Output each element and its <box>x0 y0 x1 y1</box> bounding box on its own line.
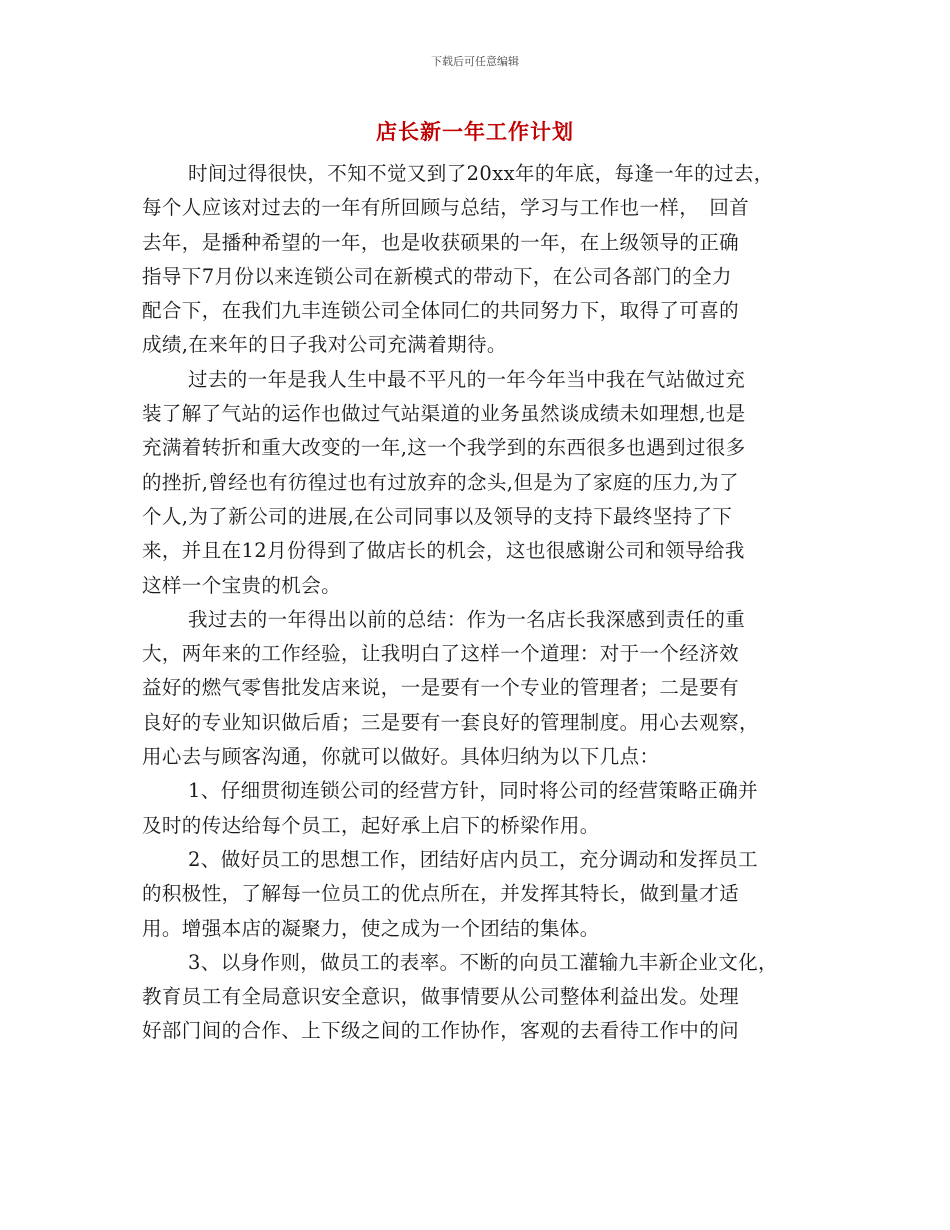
text-line: 的积极性，了解每一位员工的优点所在，并发挥其特长，做到量才适 <box>142 882 740 906</box>
text-line: 过去的一年是我人生中最不平凡的一年今年当中我在气站做过充 <box>188 367 746 391</box>
text-line: 配合下，在我们九丰连锁公司全体同仁的共同努力下，取得了可喜的 <box>142 299 740 323</box>
text-line: 指导下7月份以来连锁公司在新模式的带动下，在公司各部门的全力 <box>142 264 732 288</box>
text-line: 3、以身作则，做员工的表率。不断的向员工灌输九丰新企业文化， <box>188 950 778 974</box>
text-line: 教育员工有全局意识安全意识，做事情要从公司整体利益出发。处理 <box>142 985 740 1009</box>
text-line: 良好的专业知识做后盾；三是要有一套良好的管理制度。用心去观察， <box>142 710 759 734</box>
text-line: 时间过得很快，不知不觉又到了20xx年的年底，每逢一年的过去， <box>188 162 774 185</box>
text-line: 充满着转折和重大改变的一年,这一个我学到的东西很多也遇到过很多 <box>142 436 746 460</box>
text-line: 及时的传达给每个员工，起好承上启下的桥梁作用。 <box>142 813 600 837</box>
document-title: 店长新一年工作计划 <box>376 119 574 144</box>
text-line: 好部门间的合作、上下级之间的工作协作，客观的去看待工作中的问 <box>142 1019 740 1043</box>
text-line: 每个人应该对过去的一年有所回顾与总结，学习与工作也一样， 回首 <box>142 196 750 220</box>
document-body <box>142 157 822 1049</box>
page-header: 下载后可任意编辑 <box>431 55 519 68</box>
text-line: 去年，是播种希望的一年，也是收获硕果的一年，在上级领导的正确 <box>142 230 740 254</box>
text-line: 这样一个宝贵的机会。 <box>142 573 342 597</box>
text-line: 2、做好员工的思想工作，团结好店内员工，充分调动和发挥员工 <box>188 847 759 871</box>
text-line: 来，并且在12月份得到了做店长的机会，这也很感谢公司和领导给我 <box>142 539 745 563</box>
text-line: 我过去的一年得出以前的总结：作为一名店长我深感到责任的重 <box>188 607 746 631</box>
text-line: 1、仔细贯彻连锁公司的经营方针，同时将公司的经营策略正确并 <box>188 779 759 803</box>
text-line: 大，两年来的工作经验，让我明白了这样一个道理：对于一个经济效 <box>142 642 740 666</box>
text-line: 成绩,在来年的日子我对公司充满着期待。 <box>142 333 507 357</box>
text-line: 用心去与顾客沟通，你就可以做好。具体归纳为以下几点： <box>142 745 660 769</box>
text-line: 用。增强本店的凝聚力，使之成为一个团结的集体。 <box>142 916 600 940</box>
text-line: 个人,为了新公司的进展,在公司同事以及领导的支持下最终坚持了下 <box>142 504 733 528</box>
text-line: 的挫折,曾经也有彷徨过也有过放弃的念头,但是为了家庭的压力,为了 <box>142 470 739 494</box>
text-line: 益好的燃气零售批发店来说，一是要有一个专业的管理者；二是要有 <box>142 676 740 700</box>
text-line: 装了解了气站的运作也做过气站渠道的业务虽然谈成绩未如理想,也是 <box>142 402 746 426</box>
